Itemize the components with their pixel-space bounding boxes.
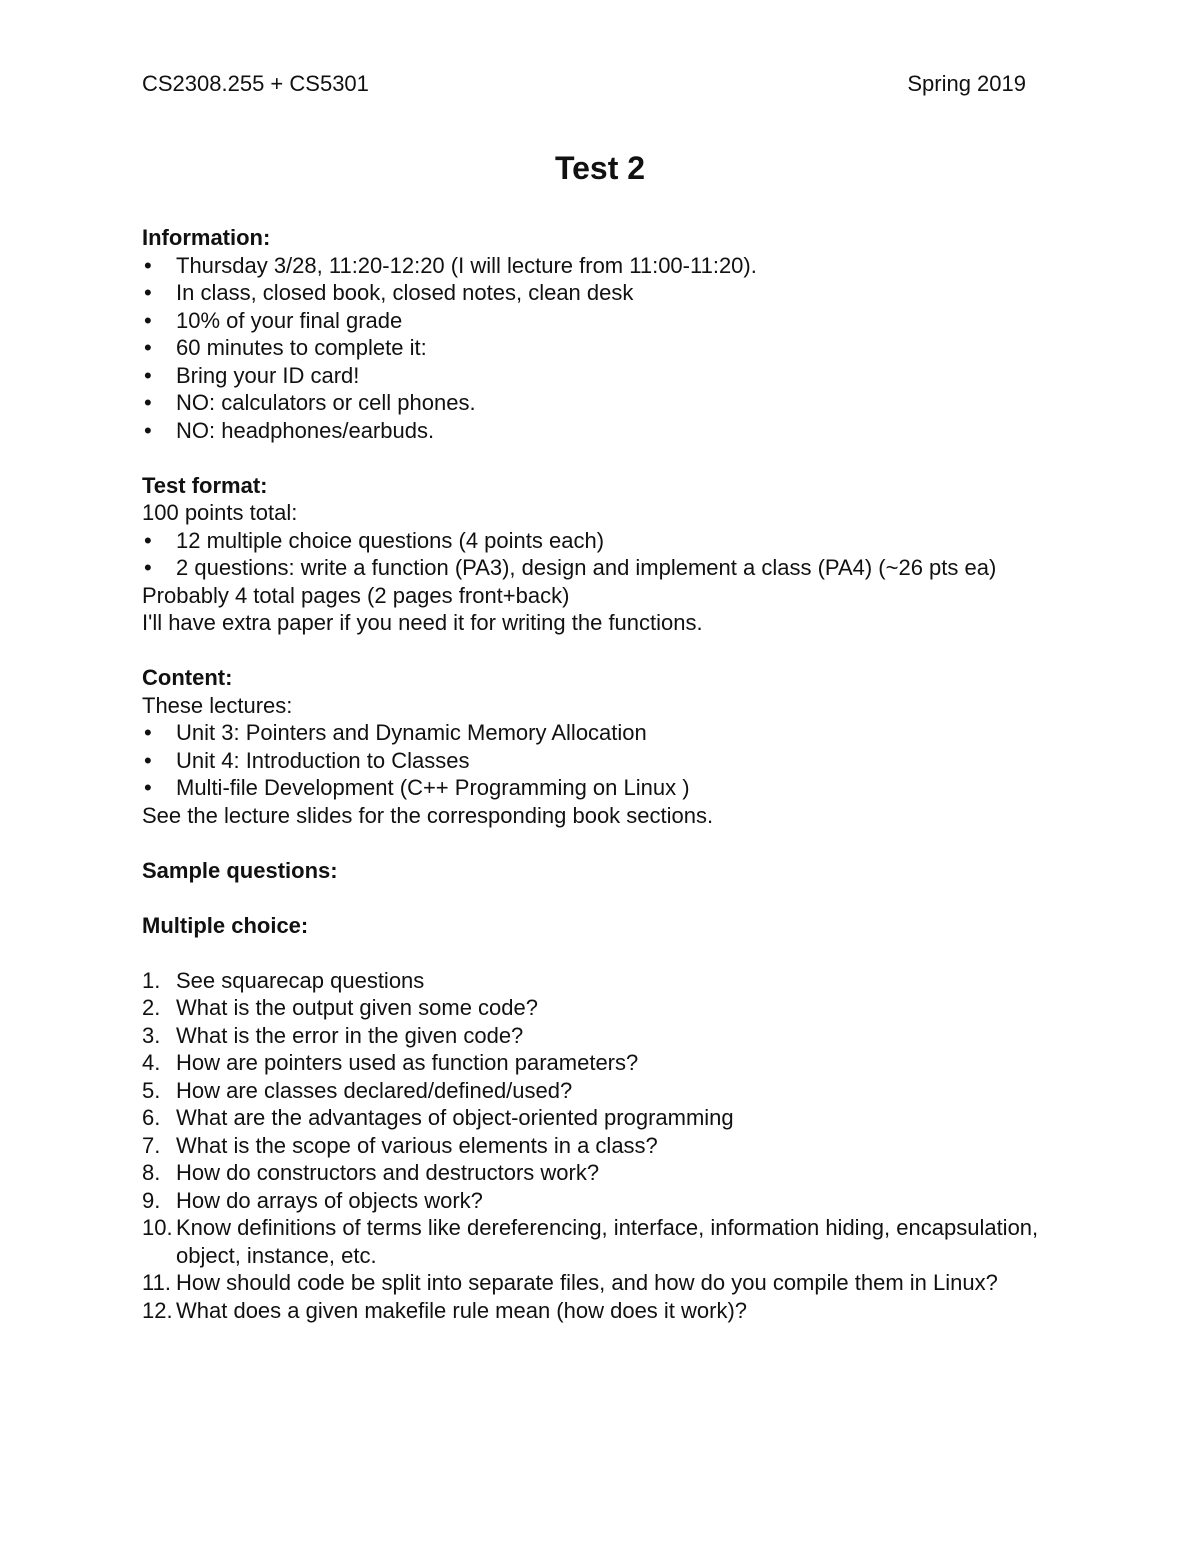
- list-item: [142, 527, 1062, 555]
- question-number: 4.: [142, 1050, 161, 1075]
- list-item: [142, 279, 1062, 307]
- question-item: [142, 1049, 1062, 1077]
- test-format-note: Probably 4 total pages (2 pages front+back): [142, 582, 570, 608]
- list-item-text: 12 multiple choice questions (4 points each): [176, 527, 605, 553]
- test-format-list: [142, 527, 1062, 582]
- list-item-text: 10% of your final grade: [176, 307, 403, 333]
- list-item: [142, 252, 1062, 280]
- term-label: Spring 2019: [907, 71, 1026, 96]
- question-text: How should code be split into separate files, and how do you compile them in Linux?: [176, 1270, 998, 1295]
- bullet-icon: •: [144, 362, 152, 388]
- list-item: [142, 719, 1062, 747]
- list-item: [142, 334, 1062, 362]
- page-header: [142, 70, 1062, 98]
- question-item: [142, 1297, 1062, 1325]
- information-heading: Information:: [142, 225, 271, 250]
- question-item: [142, 1214, 1062, 1269]
- test-format-note: I'll have extra paper if you need it for writing the functions.: [142, 610, 703, 635]
- list-item: [142, 554, 1062, 582]
- content-intro: These lectures:: [142, 692, 293, 718]
- document-page: [142, 70, 1062, 1352]
- question-text: What is the output given some code?: [176, 995, 538, 1020]
- list-item-text: 2 questions: write a function (PA3), design and implement a class (PA4) (~26 pts ea): [176, 555, 997, 580]
- question-item: [142, 1132, 1062, 1160]
- sample-questions-heading: Sample questions:: [142, 857, 338, 883]
- question-text: See squarecap questions: [176, 967, 425, 993]
- question-text: How do arrays of objects work?: [176, 1187, 483, 1213]
- list-item-text: Thursday 3/28, 11:20-12:20 (I will lecture from 11:00-11:20).: [176, 252, 757, 278]
- bullet-icon: •: [144, 527, 152, 553]
- list-item-text: Unit 4: Introduction to Classes: [176, 747, 470, 773]
- sample-questions-section: [142, 857, 1062, 885]
- question-text: What is the scope of various elements in a class?: [176, 1132, 658, 1158]
- bullet-icon: •: [144, 720, 152, 745]
- course-code: CS2308.255 + CS5301: [142, 71, 369, 96]
- question-number: 9.: [142, 1187, 161, 1213]
- list-item-text: Multi-file Development (C++ Programming on Linux ): [176, 775, 690, 800]
- question-text: What is the error in the given code?: [176, 1022, 524, 1048]
- page-title: Test 2: [554, 150, 646, 186]
- bullet-icon: •: [144, 555, 152, 580]
- question-text: What does a given makefile rule mean (how does it work)?: [176, 1297, 748, 1323]
- information-section: [142, 224, 1062, 444]
- question-number: 5.: [142, 1077, 161, 1103]
- question-text: How do constructors and destructors work?: [176, 1160, 600, 1185]
- content-note: See the lecture slides for the corresponding book sections.: [142, 802, 714, 828]
- bullet-icon: •: [144, 747, 152, 773]
- multiple-choice-heading: Multiple choice:: [142, 912, 309, 938]
- question-item: [142, 1269, 1062, 1297]
- question-text: How are pointers used as function parameters?: [176, 1050, 639, 1075]
- multiple-choice-section: [142, 912, 1062, 1325]
- question-text: Know definitions of terms like dereferencing, interface, information hiding, encapsulation, object, instance, etc.: [176, 1215, 1039, 1268]
- test-format-heading: Test format:: [142, 472, 268, 498]
- list-item-text: NO: headphones/earbuds.: [176, 417, 435, 443]
- question-number: 8.: [142, 1160, 161, 1185]
- content-section: [142, 664, 1062, 829]
- information-list: [142, 252, 1062, 445]
- bullet-icon: •: [144, 335, 152, 360]
- content-list: [142, 719, 1062, 802]
- test-format-intro: 100 points total:: [142, 500, 298, 525]
- list-item: [142, 307, 1062, 335]
- bullet-icon: •: [144, 280, 152, 305]
- bullet-icon: •: [144, 775, 152, 800]
- question-number: 11.: [142, 1270, 171, 1295]
- list-item-text: NO: calculators or cell phones.: [176, 390, 476, 415]
- question-number: 10.: [142, 1215, 173, 1240]
- question-item: [142, 1159, 1062, 1187]
- bullet-icon: •: [144, 417, 152, 443]
- spacer: [142, 939, 1062, 967]
- content-heading: Content:: [142, 665, 233, 690]
- bullet-icon: •: [144, 307, 152, 333]
- list-item-text: Unit 3: Pointers and Dynamic Memory Allocation: [176, 720, 647, 745]
- list-item: [142, 362, 1062, 390]
- question-item: [142, 994, 1062, 1022]
- bullet-icon: •: [144, 252, 152, 278]
- question-item: [142, 967, 1062, 995]
- question-text: What are the advantages of object-oriented programming: [176, 1105, 734, 1130]
- question-item: [142, 1104, 1062, 1132]
- list-item-text: 60 minutes to complete it:: [176, 335, 427, 360]
- list-item: [142, 774, 1062, 802]
- list-item-text: Bring your ID card!: [176, 362, 360, 388]
- question-number: 2.: [142, 995, 161, 1020]
- list-item-text: In class, closed book, closed notes, clean desk: [176, 280, 634, 305]
- question-text: How are classes declared/defined/used?: [176, 1077, 573, 1103]
- test-format-section: [142, 472, 1062, 637]
- list-item: [142, 389, 1062, 417]
- list-item: [142, 417, 1062, 445]
- question-number: 7.: [142, 1132, 161, 1158]
- question-item: [142, 1077, 1062, 1105]
- question-list: [142, 967, 1062, 1325]
- question-number: 6.: [142, 1105, 161, 1130]
- question-number: 1.: [142, 967, 161, 993]
- question-number: 3.: [142, 1022, 161, 1048]
- bullet-icon: •: [144, 390, 152, 415]
- question-number: 12.: [142, 1297, 173, 1323]
- question-item: [142, 1187, 1062, 1215]
- question-item: [142, 1022, 1062, 1050]
- list-item: [142, 747, 1062, 775]
